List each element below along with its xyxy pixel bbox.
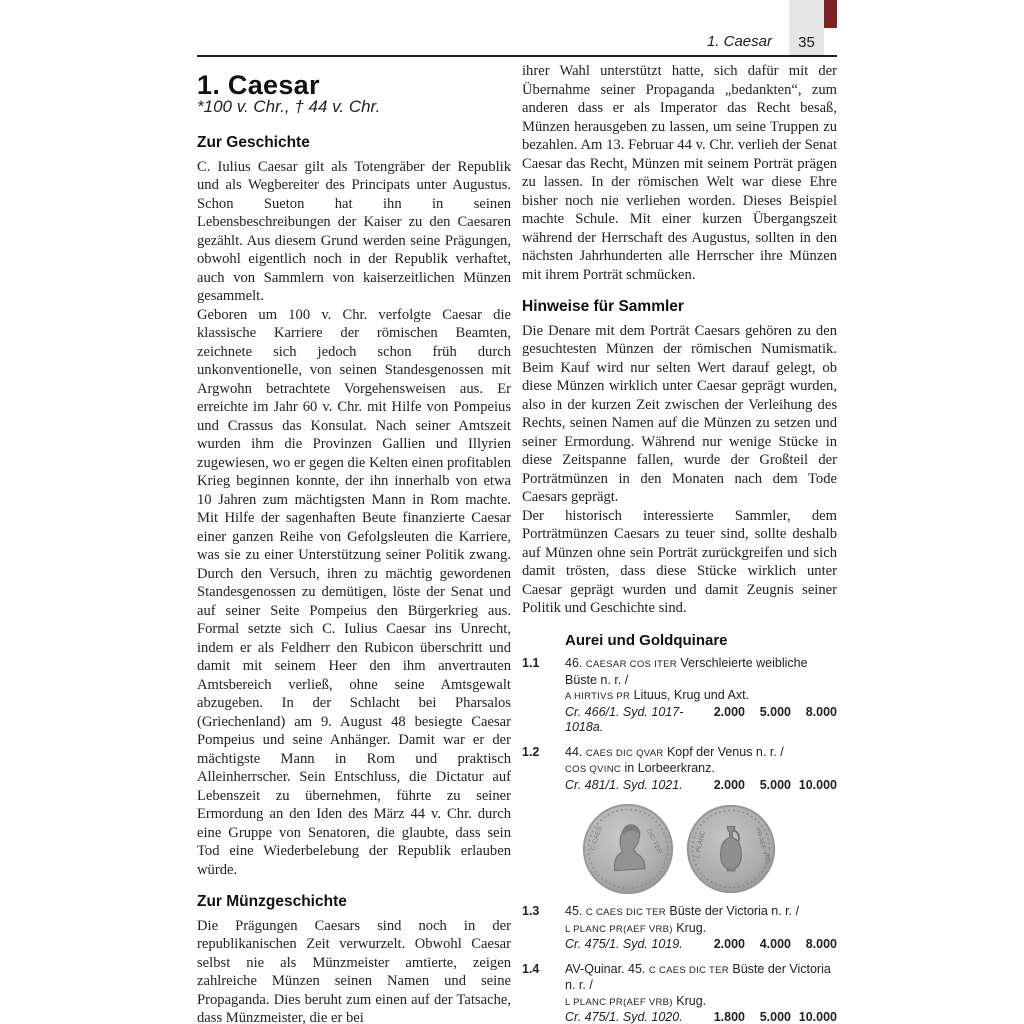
price-xf: 5.000 bbox=[759, 704, 791, 719]
catalog-reference: Cr. 475/1. Syd. 1019. bbox=[565, 937, 683, 951]
price-unc: 8.000 bbox=[805, 937, 837, 951]
price-row bbox=[689, 705, 837, 721]
catalog-heading: Aurei und Goldquinare bbox=[565, 631, 728, 649]
coin-legend: L PLANC PR(AEF VRB) bbox=[565, 996, 673, 1008]
price-row bbox=[689, 1010, 837, 1024]
coin-photographs bbox=[522, 802, 837, 896]
price-vf: 2.000 bbox=[713, 937, 745, 951]
running-title: 1. Caesar bbox=[706, 33, 772, 50]
coin-legend: COS QVINC bbox=[565, 764, 622, 775]
catalog-reference: Cr. 466/1. Syd. 1017-1018a. bbox=[565, 704, 684, 734]
coin-description-line: 44. CAES DIC QVAR Kopf der Venus n. r. / bbox=[565, 744, 784, 759]
price-xf: 4.000 bbox=[759, 937, 791, 951]
page-number: 35 bbox=[798, 34, 815, 51]
coin-description-line: 46. CAESAR COS ITER Verschleierte weibliche Büste n. r. / bbox=[565, 656, 808, 687]
section-heading-sammler: Hinweise für Sammler bbox=[522, 298, 684, 315]
coin-description-line: 45. C CAES DIC TER Büste der Victoria n. r. / bbox=[565, 904, 800, 918]
price-xf: 5.000 bbox=[759, 777, 791, 792]
coin-description-line: L PLANC PR(AEF VRB) Krug. bbox=[565, 920, 707, 935]
left-column bbox=[197, 70, 511, 1024]
catalog-number: 1.2 bbox=[522, 744, 540, 759]
section-heading-geschichte: Zur Geschichte bbox=[197, 134, 310, 151]
paragraph: ihrer Wahl unterstützt hatte, sich dafür mit der Übernahme seiner Propaganda „bedankten“, zum anderen dass er als Imperator das Recht besaß, Münzen herausgeben zu lassen, um seine Truppen zu bezahlen. Am 13. Februar 44 v. Chr. verlieh der Senat Caesar das Recht, Münzen mit seinem Porträt prägen zu lassen. In der römischen Welt war diese Ehre bisher noch nie verliehen worden. Dieses Beispiel machte Schule. Mit einer kurzen Übergangszeit während der Herrschaft des Augustus, sollten in den nächsten Jahrhunderten alle Herrscher ihre Münzen mit ihrem Porträt schmücken. bbox=[522, 63, 837, 283]
catalog-entry-1-2 bbox=[522, 745, 837, 794]
coin-legend: L PLANC PR(AEF VRB) bbox=[565, 923, 673, 935]
coin-legend: CAESAR COS ITER bbox=[585, 659, 677, 670]
right-column bbox=[522, 62, 837, 1024]
paragraph: Der historisch interessierte Sammler, dem Porträtmünzen Caesars zu teuer sind, sollte deshalb auf Münzen ohne sein Porträt zurückgreifen und sich damit trösten, dass diese Stücke wirklich unter Caesar geprägt wurden und damit Zeugnis seiner Politik und Geschichte sind. bbox=[522, 507, 837, 616]
price-xf: 5.000 bbox=[759, 1010, 791, 1024]
paragraph: Geboren um 100 v. Chr. verfolgte Caesar die klassische Karriere der römischen Beamten, zeichnete sich jedoch schon früh durch unkonventionelle, von seinen Standesgenossen mit Argwohn betrachtete Vorgehensweisen aus. Er erreichte im Jahr 60 v. Chr. mit Hilfe von Pompeius und Crassus das Konsulat. Nach seiner Amtszeit wurden ihm die Provinzen Gallien und Illyrien zugewiesen, wo er gegen die Kelten einen profitablen Krieg beginnen konnte, der ihn innerhalb von etwa 10 Jahren zum mächtigsten Mann in Rom machte. Mit Hilfe der sagenhaften Beute finanzierte Caesar einer ganzen Reihe von Gefolgsleuten die Karriere, was sie zu einer Unterstützung seiner Politik zwang. Durch den Versuch, ihren zu mächtig gewordenen Standesgenossen zu demütigen, löste der Senat und auf seiner Seite Pompeius den Bürgerkrieg aus. Formal setzte sich C. Iulius Caesar ins Unrecht, indem er als Feldherr den Rubicon überschritt und damit mit seinem Heer den ihm anvertrauten Amtsbereich verließ, ohne seine Amtsgewalt abzugeben. In der Schlacht bei Pharsalos (Griechenland) am 9. August 48 besiegte Caesar Pompeius und seine Anhänger. Damit war er der mächtigste Mann in Rom und praktisch Alleinherrscher. Sein Entschluss, die Dictatur auf Lebenszeit zu übernehmen, führte zu seiner Ermordung an den Iden des März 44 v. Chr. durch eine Gruppe von Senatoren, die glaubte, dass sein Tod eine Wiederbelebung der Republik erlauben würde. bbox=[197, 306, 511, 878]
catalog-reference: Cr. 475/1. Syd. 1020. bbox=[565, 1010, 683, 1024]
price-unc: 8.000 bbox=[805, 704, 837, 719]
svg-text:C·CAES: C·CAES bbox=[589, 825, 604, 852]
coin-description-line: L PLANC PR(AEF VRB) Krug. bbox=[565, 993, 707, 1008]
catalog-entry-1-4 bbox=[522, 962, 837, 1024]
catalog-number: 1.1 bbox=[522, 656, 540, 670]
paragraph: C. Iulius Caesar gilt als Totengräber der Republik und als Wegbereiter des Principats unter Augustus. Schon Sueton hat ihn in seinen Lebensbeschreibungen der Kaiser zu den Caesaren gezählt. Aus diesem Grund werden seine Prägungen, obwohl eigentlich noch in der Republik verhaftet, auch von Sammlern von kaiserzeitlichen Münzen gesammelt. bbox=[197, 158, 511, 304]
catalog-number: 1.4 bbox=[522, 961, 540, 976]
coin-legend: CAES DIC QVAR bbox=[585, 747, 664, 759]
svg-text:L·PLANC: L·PLANC bbox=[694, 830, 707, 859]
svg-text:DIC·TER: DIC·TER bbox=[645, 828, 663, 856]
header-rule bbox=[197, 55, 837, 57]
catalog-number: 1.3 bbox=[522, 904, 540, 918]
coin-legend: C CAES DIC TER bbox=[585, 907, 666, 918]
coin-description-line: AV-Quinar. 45. C CAES DIC TER Büste der Victoria n. r. / bbox=[565, 961, 831, 992]
coin-description-line: COS QVINC in Lorbeerkranz. bbox=[565, 761, 715, 775]
life-dates: *100 v. Chr., † 44 v. Chr. bbox=[197, 96, 381, 116]
page-title: 1. Caesar bbox=[197, 70, 320, 100]
catalog-entry-1-3 bbox=[522, 904, 837, 953]
coin-legend: C CAES DIC TER bbox=[648, 964, 729, 976]
coin-obverse-photo bbox=[580, 802, 676, 896]
coin-description-line: A HIRTIVS PR Lituus, Krug und Axt. bbox=[565, 688, 750, 702]
catalog-reference: Cr. 481/1. Syd. 1021. bbox=[565, 777, 683, 792]
coin-catalog bbox=[522, 632, 837, 1024]
paragraph: Die Prägungen Caesars sind noch in der republikanischen Zeit verwurzelt. Obwohl Caesar selbst nie als Münzmeister amtierte, zeigen zahlreiche Münzen seinen Namen und seine Propaganda. Dies beruht zum einen auf der Tatsache, dass Münzmeister, die er bei bbox=[197, 917, 511, 1024]
catalog-entry-1-1 bbox=[522, 656, 837, 736]
section-heading-muenzgeschichte: Zur Münzgeschichte bbox=[197, 893, 347, 910]
coin-reverse-photo bbox=[683, 802, 779, 896]
paragraph: Die Denare mit dem Porträt Caesars gehören zu den gesuchtesten Münzen der römischen Numismatik. Beim Kauf wird nur selten Wert darauf gelegt, ob diese Münzen wirklich unter Caesar geprägt wurden, also in der kurzen Zeit zwischen der Verleihung des Rechts, seinen Namen auf die Münzen zu setzen und seiner Ermordung. Während nur wenige Stücke in diese Zeitspanne fallen, wurde der Großteil der Porträtmünzen in den Monaten nach dem Tode Caesars geprägt. bbox=[522, 322, 837, 505]
price-row bbox=[689, 937, 837, 953]
price-vf: 2.000 bbox=[713, 704, 745, 719]
price-vf: 1.800 bbox=[713, 1010, 745, 1024]
price-unc: 10.000 bbox=[798, 777, 837, 792]
price-row bbox=[689, 778, 837, 794]
page-number-box bbox=[789, 0, 824, 56]
coin-legend: A HIRTIVS PR bbox=[565, 691, 631, 702]
svg-text:PR·AEF·VRB: PR·AEF·VRB bbox=[753, 826, 772, 865]
price-vf: 2.000 bbox=[713, 777, 745, 792]
price-unc: 10.000 bbox=[798, 1010, 837, 1024]
